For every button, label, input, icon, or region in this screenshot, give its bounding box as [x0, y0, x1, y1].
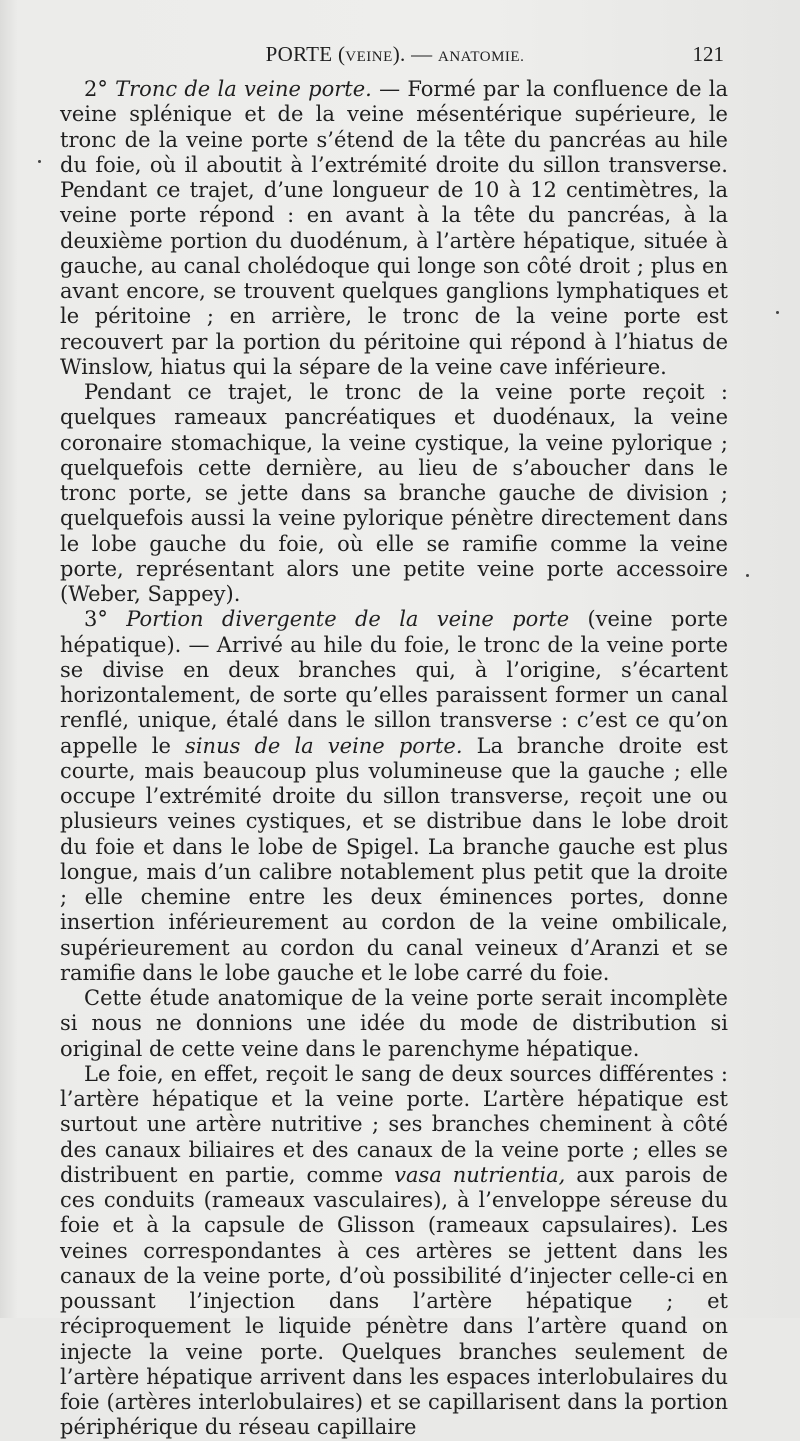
italic-term: sinus de la veine porte. [185, 733, 463, 758]
paragraph-trajet [60, 380, 728, 607]
title-small-caps: VEINE [345, 49, 393, 65]
paragraph-portion-divergente [60, 607, 728, 986]
title-close: ). [392, 42, 406, 66]
paragraph-text: (veine porte hépatique). — Arrivé au hile du foie, le tronc de la veine porte se divise en deux branches qui, à l’origine, s’écartent horizontalement, de sorte qu’elles paraissent former un canal renflé, unique, étalé dans le sillon transverse : c’est ce qu’on appelle le [60, 607, 728, 758]
running-title [60, 42, 730, 67]
margin-mark [38, 160, 41, 163]
paragraph-text: — Formé par la confluence de la veine splénique et de la veine mésentérique supérieure, le tronc de la veine porte s’étend de la tête du pancréas au hile du foie, où il aboutit à l’extrémité droite du sillon transverse. Pendant ce trajet, d’une longueur de 10 à 12 centimètres, la veine porte répond : en avant à la tête du pancréas, à la deuxième portion du duodénum, à l’artère hépatique, située à gauche, au canal cholédoque qui longe son côté droit ; plus en avant encore, se trouvent quelques ganglions lymphatiques et le péritoine ; en arrière, le tronc de la veine porte est recouvert par la portion du péritoine qui répond à l’hiatus de Winslow, hiatus qui la sépare de la veine cave inférieure. [60, 77, 728, 379]
title-separator: — [405, 42, 439, 66]
paragraph-text: aux parois de ces conduits (rameaux vasculaires), à l’enveloppe séreuse du foie et à la capsule de Glisson (rameaux capsulaires). Les veines correspondantes à ces artères se jettent dans les canaux de la veine porte, d’où possibilité d’injecter celle-ci en poussant l’injection dans l’artère hépatique ; et réciproquement le liquide pénètre dans l’artère quand on injecte la veine porte. Quelques branches seulement de l’artère hépatique arrivent dans les espaces interlobulaires du foie (artères interlobulaires) et se capillarisent dans la portion périphérique du réseau capillaire [60, 1162, 728, 1440]
title-main: PORTE ( [265, 42, 346, 66]
paragraph-tronc [60, 77, 728, 380]
body-text [60, 77, 728, 1441]
page-number: 121 [692, 42, 724, 66]
paragraph-text: Le foie, en effet, reçoit le sang de deux sources différentes : l’artère hépatique et la veine porte. L’artère hépatique est surtout une artère nutritive ; ses branches cheminent à côté des canaux biliaires et des canaux de la veine porte ; elles se distribuent en partie, comme [60, 1061, 728, 1187]
title-section: ANATOMIE. [438, 49, 525, 65]
paragraph-etude [60, 986, 728, 1062]
running-header [60, 42, 730, 76]
section-number: 2° [84, 77, 116, 101]
section-number: 3° [84, 607, 127, 632]
paragraph-text: La branche droite est courte, mais beaucoup plus volumineuse que la gauche ; elle occupe l’extrémité droite du sillon transverse, reçoit une ou plusieurs veines cystiques, et se distribue dans le lobe droit du foie et dans le lobe de Spigel. La branche gauche est plus longue, mais d’un calibre notablement plus petit que la droite ; elle chemine entre les deux éminences portes, donne insertion inférieurement au cordon de la veine ombilicale, supérieurement au cordon du canal veineux d’Aranzi et se ramifie dans le lobe gauche et le lobe carré du foie. [60, 733, 728, 985]
paragraph-foie [60, 1062, 728, 1441]
section-heading: Tronc de la veine porte. [115, 77, 372, 101]
section-heading: Portion divergente de la veine porte [126, 607, 570, 632]
paragraph-text: Cette étude anatomique de la veine porte serait incomplète si nous ne donnions une idée du mode de distribution si original de cette veine dans le parenchyme hépatique. [60, 986, 728, 1061]
italic-term: vasa nutrientia, [394, 1162, 566, 1187]
margin-mark [776, 311, 779, 314]
margin-mark [746, 574, 749, 577]
paragraph-text: Pendant ce trajet, le tronc de la veine porte reçoit : quelques rameaux pancréatiques et duodénaux, la veine coronaire stomachique, la veine cystique, la veine pylorique ; quelquefois cette dernière, au lieu de s’aboucher dans le tronc porte, se jette dans sa branche gauche de division ; quelquefois aussi la veine pylorique pénètre directement dans le lobe gauche du foie, où elle se ramifie comme la veine porte, représentant alors une petite veine porte accessoire (Weber, Sappey). [60, 380, 728, 606]
